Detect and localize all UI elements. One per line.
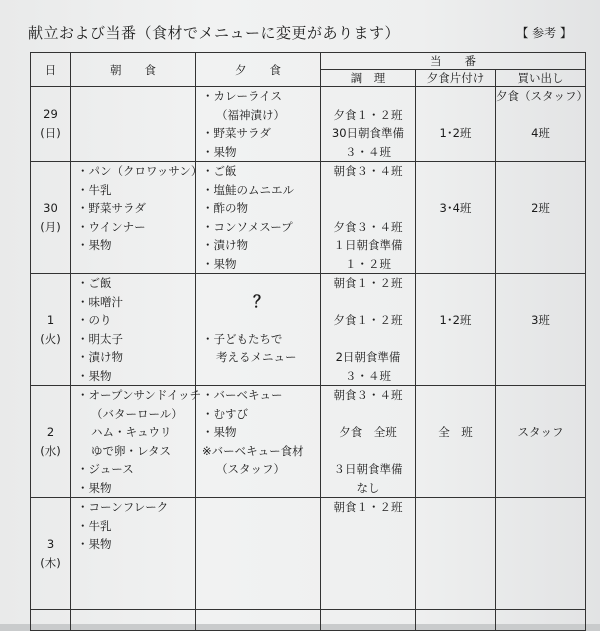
header-breakfast: 朝 食 (71, 53, 196, 87)
cell-line (416, 87, 495, 106)
reference-label: 【 参考 】 (516, 26, 572, 40)
cell-line (202, 498, 320, 517)
cleanup-cell (416, 498, 496, 610)
dinner-cell (196, 386, 321, 498)
cell-line: 4班 (531, 126, 550, 140)
cell-line (416, 517, 495, 536)
cell-line (416, 535, 495, 554)
cell-line: ・牛乳 (77, 182, 112, 197)
cooking-cell (321, 274, 416, 386)
cell-line (416, 236, 495, 255)
cell-line: ・果物 (77, 537, 112, 551)
header-cleanup: 夕食片付け (416, 70, 496, 87)
cell-line: ゆで卵・レタス (91, 443, 172, 458)
cell-line: ・牛乳 (77, 518, 112, 533)
breakfast-cell (71, 274, 196, 386)
cell-line: （バターロール） (91, 406, 183, 421)
cell-line (321, 199, 415, 218)
cell-line (416, 554, 495, 573)
cell-line (496, 367, 585, 386)
cell-line: 3班 (531, 313, 550, 327)
cell-line: ・コンソメスープ (202, 219, 293, 234)
cooking-cell (321, 386, 416, 498)
cell-line: 夕食１・２班 (333, 313, 403, 327)
cell-line: ・果物 (202, 425, 237, 439)
shopping-cell (496, 162, 586, 274)
cell-line: ・味噌汁 (77, 294, 123, 309)
dinner-cell (196, 87, 321, 162)
cooking-cell (321, 498, 416, 610)
cell-line: 朝食３・４班 (333, 164, 403, 178)
cell-line (202, 274, 320, 293)
cell-line (77, 124, 195, 143)
cell-line (416, 348, 495, 367)
cell-line: 朝食３・４班 (333, 388, 403, 402)
cell-line: １日朝食準備 (333, 238, 403, 252)
cell-line (416, 405, 495, 424)
dinner-cell (196, 162, 321, 274)
cell-line (77, 143, 195, 162)
cell-line (496, 162, 585, 181)
cell-line: ・バーベキュー (202, 388, 283, 402)
header-cooking: 調 理 (321, 70, 416, 87)
cell-line: ３日朝食準備 (333, 462, 403, 476)
header-shopping: 買い出し (496, 70, 586, 87)
menu-duty-table (30, 52, 586, 631)
cell-line: 考えるメニュー (216, 350, 297, 364)
cell-line (416, 386, 495, 405)
cleanup-cell (416, 274, 496, 386)
date-number: 2 (46, 424, 55, 439)
cell-line (416, 479, 495, 498)
cell-line: ・果物 (77, 368, 112, 383)
weekday-label: (水) (40, 443, 61, 458)
cell-line (416, 162, 495, 181)
cell-line (496, 255, 585, 274)
header-row (31, 53, 586, 70)
cell-line (496, 293, 585, 312)
cell-line: ・明太子 (77, 331, 123, 346)
table-row (31, 162, 586, 274)
cell-line (321, 554, 415, 573)
cell-line (496, 274, 585, 293)
cell-line (496, 572, 585, 591)
cell-line: 3･4班 (439, 201, 472, 215)
cell-line (496, 181, 585, 200)
cooking-cell (321, 87, 416, 162)
shopping-cell (496, 87, 586, 162)
dinner-cell (196, 498, 321, 610)
date-number: 29 (43, 107, 58, 121)
cell-line: ・コーンフレーク (77, 500, 169, 514)
cell-line: ・オープンサンドイッチ (77, 388, 202, 402)
date-number: 1 (46, 312, 55, 327)
weekday-label: (火) (40, 331, 61, 346)
shopping-cell (496, 274, 586, 386)
cell-line: 30日朝食準備 (331, 126, 405, 140)
cell-line (321, 405, 415, 424)
date-cell (31, 87, 71, 162)
cell-line (416, 293, 495, 312)
cell-line (416, 143, 495, 162)
cell-line (496, 498, 585, 517)
cell-line: 朝食１・２班 (333, 500, 403, 514)
cell-line (416, 218, 495, 237)
cell-line: （スタッフ） (216, 462, 285, 476)
cell-line: 朝食１・２班 (333, 276, 403, 290)
cell-line: ３・４班 (345, 368, 391, 383)
cell-line (321, 87, 415, 106)
header-day: 日 (31, 53, 71, 87)
cell-line (77, 554, 195, 573)
cell-line (496, 143, 585, 162)
cell-line (496, 460, 585, 479)
cleanup-cell (416, 87, 496, 162)
cell-line (202, 554, 320, 573)
cell-line (321, 535, 415, 554)
cell-line: スタッフ (517, 425, 564, 439)
table-row (31, 386, 586, 498)
cell-line: 1･2班 (439, 313, 472, 327)
cell-line: １・２班 (345, 256, 391, 271)
cell-line: ・パン（クロワッサン） (77, 164, 203, 178)
cell-line: 1･2班 (439, 126, 472, 140)
cleanup-cell (416, 386, 496, 498)
cell-line: ３・４班 (345, 144, 391, 159)
cell-line (496, 236, 585, 255)
weekday-label: (日) (40, 126, 61, 140)
date-number: 3 (46, 536, 55, 551)
cell-line (202, 311, 320, 330)
question-mark: ？ (252, 291, 269, 311)
cell-line (416, 274, 495, 293)
cell-line: （福神漬け） (216, 107, 285, 122)
cell-line (202, 535, 320, 554)
cell-line (496, 218, 585, 237)
cell-line (321, 181, 415, 200)
table-row (31, 87, 586, 162)
cell-line (77, 87, 195, 106)
cell-line: ・果物 (202, 256, 237, 271)
cell-line: ハム・キュウリ (91, 425, 172, 439)
cell-line (496, 479, 585, 498)
header-duty: 当 番 (321, 53, 586, 70)
shopping-cell (496, 498, 586, 610)
date-cell (31, 274, 71, 386)
cell-line: ・塩鮭のムニエル (202, 182, 294, 197)
dinner-cell (196, 274, 321, 386)
cell-line: ・酢の物 (202, 201, 248, 215)
cleanup-cell (416, 162, 496, 274)
cell-line (496, 386, 585, 405)
cell-line (416, 106, 495, 125)
cell-line: ・野菜サラダ (77, 201, 146, 215)
cell-line (321, 293, 415, 312)
cell-line: ・漬け物 (77, 350, 123, 364)
table-row (31, 274, 586, 386)
cell-line (202, 591, 320, 610)
date-cell (31, 162, 71, 274)
cell-line: 夕食 全班 (339, 425, 397, 439)
cell-line (77, 591, 195, 610)
cell-line: ・カレーライス (202, 89, 283, 103)
cell-line: ・ウインナー (77, 219, 146, 234)
cell-line (496, 442, 585, 461)
cell-line (321, 591, 415, 610)
breakfast-cell (71, 87, 196, 162)
cell-line (416, 255, 495, 274)
breakfast-cell (71, 498, 196, 610)
cell-line (416, 591, 495, 610)
cell-line (496, 535, 585, 554)
cell-line: ・子どもたちで (202, 331, 283, 346)
table-row-partial (31, 610, 586, 631)
cell-line: 2班 (531, 201, 550, 215)
cell-line (77, 255, 195, 274)
cell-line: ・ご飯 (202, 164, 237, 178)
cell-line (202, 479, 320, 498)
breakfast-cell (71, 162, 203, 274)
cell-line (416, 460, 495, 479)
cell-line (321, 572, 415, 591)
breakfast-cell (71, 386, 202, 498)
cell-line (496, 106, 585, 125)
cell-line (321, 442, 415, 461)
cell-line (202, 572, 320, 591)
cell-line (496, 405, 585, 424)
cell-line: 2日朝食準備 (335, 350, 401, 364)
cell-line (321, 330, 415, 349)
cell-line (416, 498, 495, 517)
cell-line: ・ジュース (77, 462, 134, 476)
shopping-cell (496, 386, 586, 498)
cell-line (416, 181, 495, 200)
cell-line: 全 班 (438, 425, 473, 439)
cell-line (77, 572, 195, 591)
cell-line (321, 517, 415, 536)
date-cell (31, 386, 71, 498)
cell-line (202, 517, 320, 536)
cell-line: ※バーベキュー食材 (202, 443, 304, 458)
cell-line (496, 554, 585, 573)
cell-line (496, 348, 585, 367)
cell-line: 夕食（スタッフ） (496, 89, 588, 103)
cell-line: ・果物 (77, 238, 112, 252)
cell-line (416, 572, 495, 591)
date-cell (31, 498, 71, 610)
cell-line (77, 106, 195, 125)
cell-line: なし (356, 480, 380, 495)
cooking-cell (321, 162, 416, 274)
cell-line: 夕食１・２班 (333, 107, 403, 122)
cell-line (416, 442, 495, 461)
cell-line: ・漬け物 (202, 238, 248, 252)
date-number: 30 (43, 200, 58, 215)
weekday-label: (木) (40, 555, 61, 570)
cell-line (202, 367, 320, 386)
page-title: 献立および当番（食材でメニューに変更があります） (28, 24, 401, 42)
cell-line: ・果物 (202, 144, 237, 159)
cell-line: ・のり (77, 313, 112, 327)
cell-line (416, 367, 495, 386)
cell-line: ・野菜サラダ (202, 126, 271, 140)
cell-line (496, 517, 585, 536)
cell-line (416, 330, 495, 349)
cell-line: ・果物 (77, 480, 112, 495)
header-dinner: 夕 食 (196, 53, 321, 87)
cell-line: 夕食３・４班 (333, 219, 403, 234)
weekday-label: (月) (40, 219, 61, 234)
cell-line: ・ご飯 (77, 276, 112, 290)
cell-line (496, 591, 585, 610)
cell-line: ・むすび (202, 406, 248, 421)
cell-line (496, 330, 585, 349)
table-row (31, 498, 586, 610)
